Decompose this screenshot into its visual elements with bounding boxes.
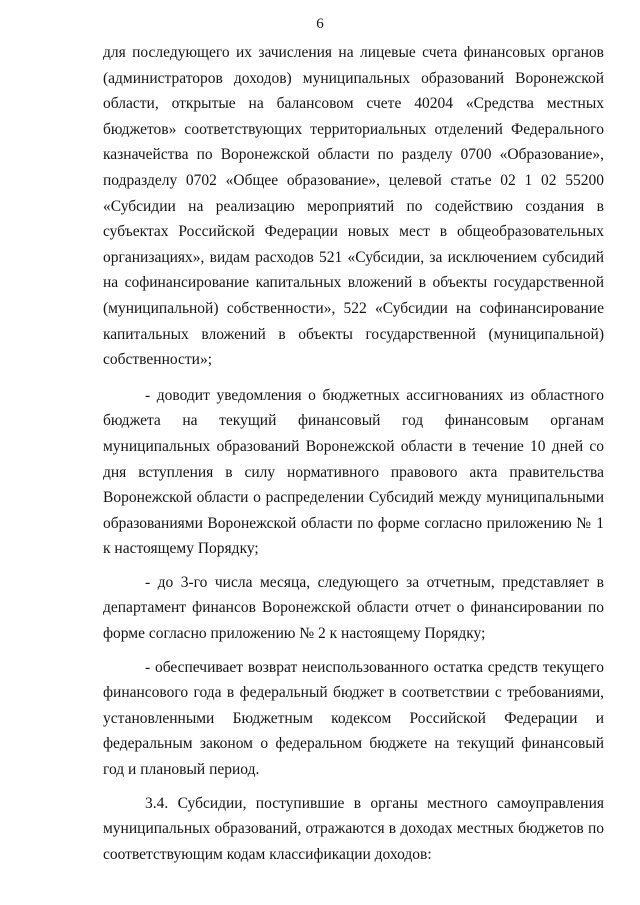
page-number: 6 [316,16,324,32]
paragraph-notifications: - доводит уведомления о бюджетных ассигнованиях из областного бюджета на текущий финансовый год финансовым органам муниципальных образований Воронежской области в течение 10 дней со дня вступления в силу нормативного правового акта правительства Воронежской области о распределении Субсидий между муниципальными образованиями Воронежской области по форме согласно приложению № 1 к настоящему Порядку; [103,386,604,558]
paragraph-continuation: для последующего их зачисления на лицевые счета финансовых органов (администраторов доходов) муниципальных образований Воронежской области, открытые на балансовом счете 40204 «Средства местных бюджетов» соответствующих территориальных отделений Федерального казначейства по Воронежской области по разделу 0700 «Образование», подразделу 0702 «Общее образование», целевой статье 02 1 02 55200 «Субсидии на реализацию мероприятий по содействию создания в субъектах Российской Федерации новых мест в общеобразовательных организациях», видам расходов 521 «Субсидии, за исключением субсидий на софинансирование капитальных вложений в объекты государственной (муниципальной) собственности», 522 «Субсидии на софинансирование капитальных вложений в объекты государственной (муниципальной) собственности»; [103,44,604,369]
paragraph-report: - до 3-го числа месяца, следующего за отчетным, представляет в департамент финансов Воронежской области отчет о финансировании по форме согласно приложению № 2 к настоящему Порядку; [103,573,604,643]
paragraph-refund: - обеспечивает возврат неиспользованного остатка средств текущего финансового года в федеральный бюджет в соответствии с требованиями, установленными Бюджетным кодексом Российской Федерации и федеральным законом о федеральном бюджете на текущий финансовый год и плановый период. [103,658,604,779]
paragraph-section-3-4: 3.4. Субсидии, поступившие в органы местного самоуправления муниципальных образований, отражаются в доходах местных бюджетов по соответствующим кодам классификации доходов: [103,794,604,863]
document-body [103,40,604,875]
